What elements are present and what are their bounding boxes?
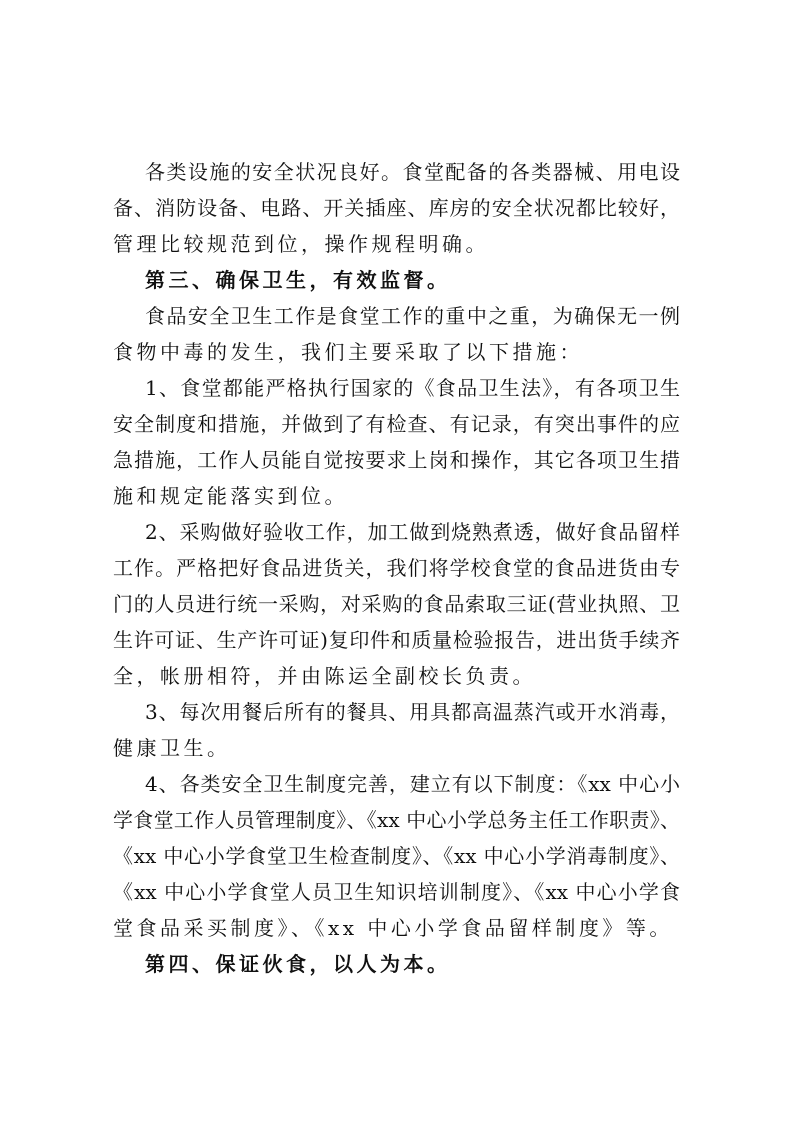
text-line: 1、食堂都能严格执行国家的《食品卫生法》，有各项卫生 bbox=[145, 376, 680, 400]
text-line: 食物中毒的发生，我们主要采取了以下措施： bbox=[113, 340, 583, 364]
text-line: 《xx 中心小学食堂卫生检查制度》、《xx 中心小学消毒制度》、 bbox=[113, 844, 680, 868]
section-heading: 第三、确保卫生，有效监督。 bbox=[145, 268, 451, 292]
text-line: 堂食品采买制度》、《xx 中心小学食品留样制度》等。 bbox=[113, 916, 673, 940]
text-line: 管理比较规范到位，操作规程明确。 bbox=[113, 232, 489, 256]
text-line: 2、采购做好验收工作，加工做到烧熟煮透，做好食品留样 bbox=[145, 520, 680, 544]
text-line: 3、每次用餐后所有的餐具、用具都高温蒸汽或开水消毒， bbox=[145, 700, 680, 724]
text-line: 生许可证、生产许可证)复印件和质量检验报告，进出货手续齐 bbox=[113, 628, 680, 652]
text-line: 门的人员进行统一采购，对采购的食品索取三证(营业执照、卫 bbox=[113, 592, 680, 616]
text-line: 备、消防设备、电路、开关插座、库房的安全状况都比较好， bbox=[113, 196, 680, 220]
text-line: 各类设施的安全状况良好。食堂配备的各类器械、用电设 bbox=[145, 160, 680, 184]
text-line: 4、各类安全卫生制度完善，建立有以下制度：《xx 中心小 bbox=[145, 772, 680, 796]
text-line: 急措施，工作人员能自觉按要求上岗和操作，其它各项卫生措 bbox=[113, 448, 680, 472]
text-line: 全，帐册相符，并由陈运全副校长负责。 bbox=[113, 664, 536, 688]
text-line: 工作。严格把好食品进货关，我们将学校食堂的食品进货由专 bbox=[113, 556, 680, 580]
text-line: 施和规定能落实到位。 bbox=[113, 484, 348, 508]
section-heading: 第四、保证伙食，以人为本。 bbox=[145, 952, 451, 976]
text-line: 食品安全卫生工作是食堂工作的重中之重，为确保无一例 bbox=[145, 304, 680, 328]
text-line: 《xx 中心小学食堂人员卫生知识培训制度》、《xx 中心小学食 bbox=[113, 880, 680, 904]
text-line: 健康卫生。 bbox=[113, 736, 231, 760]
text-line: 安全制度和措施，并做到了有检查、有记录，有突出事件的应 bbox=[113, 412, 680, 436]
text-line: 学食堂工作人员管理制度》、《xx 中心小学总务主任工作职责》、 bbox=[113, 808, 680, 832]
